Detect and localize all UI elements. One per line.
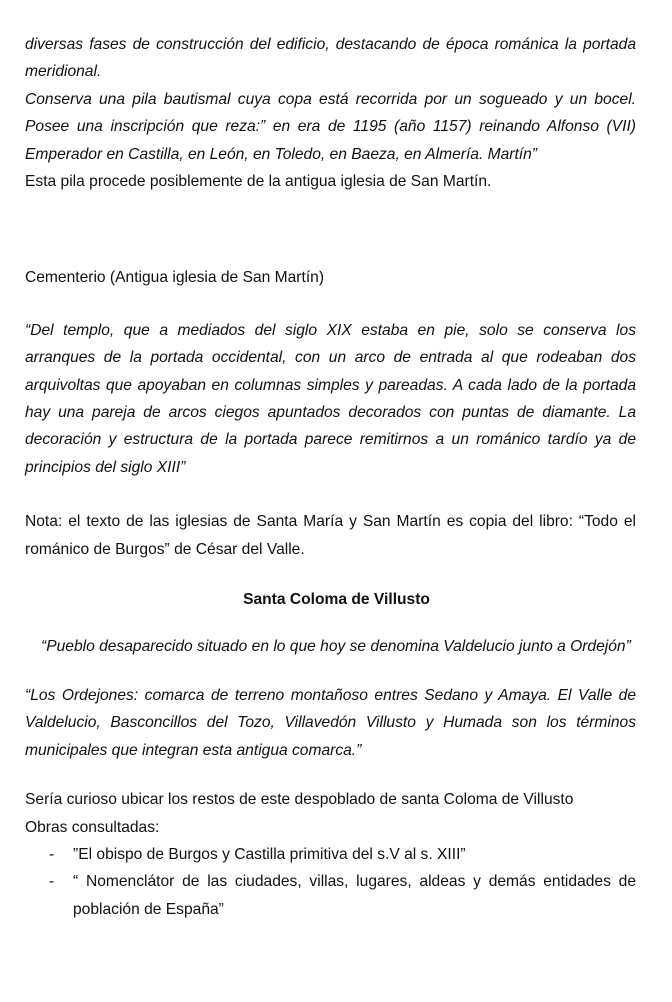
- paragraph-note: Nota: el texto de las iglesias de Santa María y San Martín es copia del libro: “Todo el románico de Burgos” de César del Valle.: [25, 513, 636, 558]
- paragraph-font-origin: Esta pila procede posiblemente de la antigua iglesia de San Martín.: [25, 173, 492, 191]
- reference-item: [25, 868, 636, 923]
- reference-text: “ Nomenclátor de las ciudades, villas, lugares, aldeas y demás entidades de población de España”: [73, 873, 636, 918]
- section-heading-santa-coloma: Santa Coloma de Villusto: [243, 591, 430, 609]
- paragraph-temple-quote: “Del templo, que a mediados del siglo XIX estaba en pie, solo se conserva los arranques de la portada occidental, con un arco de entrada al que rodeaban dos arquivoltas que apoyaban en columnas simples y pareadas. A cada lado de la portada hay una pareja de arcos ciegos apuntados decorados con puntas de diamante. La decoración y estructura de la portada parece remitirnos a un románico tardío ya de principios del siglo XIII”: [25, 321, 636, 476]
- reference-text: ”El obispo de Burgos y Castilla primitiva del s.V al s. XIII”: [73, 845, 466, 863]
- paragraph-locate-ruins: Sería curioso ubicar los restos de este despoblado de santa Coloma de Villusto: [25, 791, 574, 809]
- reference-item: [25, 841, 636, 868]
- paragraph-disappeared-village: “Pueblo desaparecido situado en lo que hoy se denomina Valdelucio junto a Ordejón”: [41, 637, 631, 655]
- paragraph-baptismal-font: Conserva una pila bautismal cuya copa está recorrida por un sogueado y un bocel. Posee una inscripción que reza:” en era de 1195 (año 1157) reinando Alfonso (VII) Emperador en Castilla, en León, en Toledo, en Baeza, en Almería. Martín”: [25, 90, 636, 163]
- paragraph-ordejones: “Los Ordejones: comarca de terreno montañoso entres Sedano y Amaya. El Valle de Valdelucio, Basconcillos del Tozo, Villavedón Villusto y Humada son los términos municipales que integran esta antigua comarca.”: [25, 686, 636, 759]
- list-dash: -: [49, 845, 55, 863]
- section-title-cemetery: Cementerio (Antigua iglesia de San Martín): [25, 269, 325, 287]
- paragraph-works-consulted: Obras consultadas:: [25, 818, 160, 836]
- reference-list: [25, 841, 636, 923]
- paragraph-construction-phases: diversas fases de construcción del edificio, destacando de época románica la portada meridional.: [25, 36, 636, 81]
- list-dash: -: [49, 873, 55, 891]
